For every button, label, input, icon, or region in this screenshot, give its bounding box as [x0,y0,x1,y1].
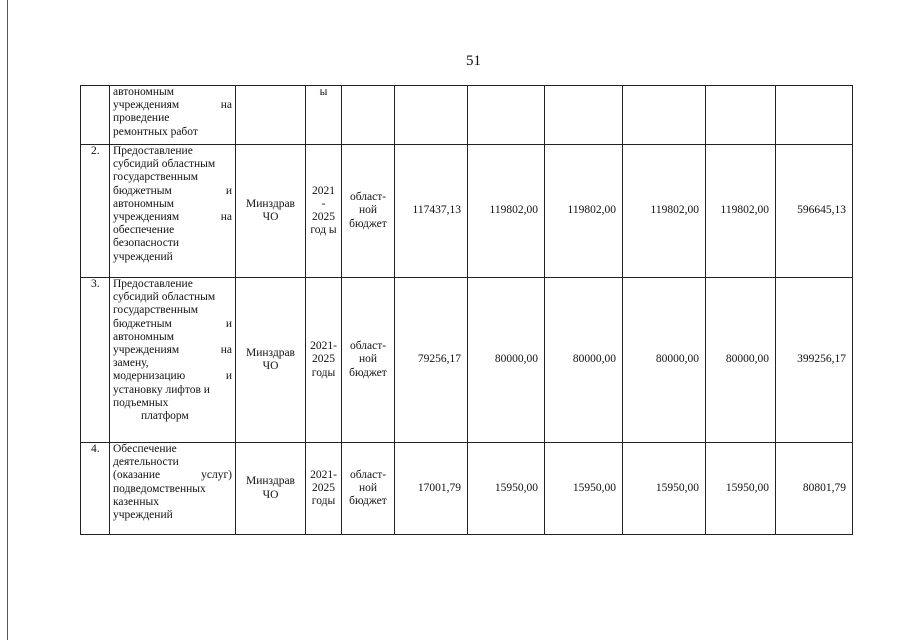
row-value: 15950,00 [468,443,545,535]
row-value: 117437,13 [395,145,468,278]
row-years: 2021- 2025 годы [306,278,342,443]
table-row [81,86,853,145]
row-index: 4. [81,443,110,535]
row-executor: Минздрав ЧО [236,145,306,278]
row-value: 119802,00 [706,145,776,278]
row-index: 2. [81,145,110,278]
row-years: 2021 - 2025 год ы [306,145,342,278]
row-value [395,86,468,145]
row-executor: Минздрав ЧО [236,278,306,443]
row-value: 80000,00 [706,278,776,443]
row-years: 2021- 2025 годы [306,443,342,535]
row-value: 15950,00 [623,443,706,535]
row-description: Обеспечение деятельности (оказание услуг) подведомственных казенных учреждений [110,443,236,535]
row-value [623,86,706,145]
row-value [706,86,776,145]
table-row [81,443,853,535]
budget-table [80,85,853,535]
table-row [81,278,853,443]
row-value [468,86,545,145]
row-value: 15950,00 [706,443,776,535]
row-value: 80000,00 [468,278,545,443]
row-value: 119802,00 [545,145,623,278]
row-executor [236,86,306,145]
page-edge-line [7,0,8,640]
row-value [545,86,623,145]
row-value: 79256,17 [395,278,468,443]
table-row [81,145,853,278]
row-index [81,86,110,145]
row-source [342,86,395,145]
page-number: 51 [466,53,481,69]
row-source: област-ной бюджет [342,443,395,535]
row-total [776,86,853,145]
row-description: Предоставление субсидий областным государственным бюджетным и автономным учреждениям на замену, модернизацию и установку лифтов и подъемных платформ [110,278,236,443]
row-total: 596645,13 [776,145,853,278]
row-total: 80801,79 [776,443,853,535]
row-description: автономным учреждениям на проведение ремонтных работ [110,86,236,145]
row-description: Предоставление субсидий областным государственным бюджетным и автономным учреждениям на обеспечение безопасности учреждений [110,145,236,278]
row-value: 119802,00 [468,145,545,278]
row-value: 80000,00 [623,278,706,443]
row-index: 3. [81,278,110,443]
row-value: 15950,00 [545,443,623,535]
row-source: област-ной бюджет [342,278,395,443]
row-total: 399256,17 [776,278,853,443]
row-value: 80000,00 [545,278,623,443]
row-years: ы [306,86,342,145]
row-value: 119802,00 [623,145,706,278]
row-value: 17001,79 [395,443,468,535]
row-executor: Минздрав ЧО [236,443,306,535]
row-source: област-ной бюджет [342,145,395,278]
